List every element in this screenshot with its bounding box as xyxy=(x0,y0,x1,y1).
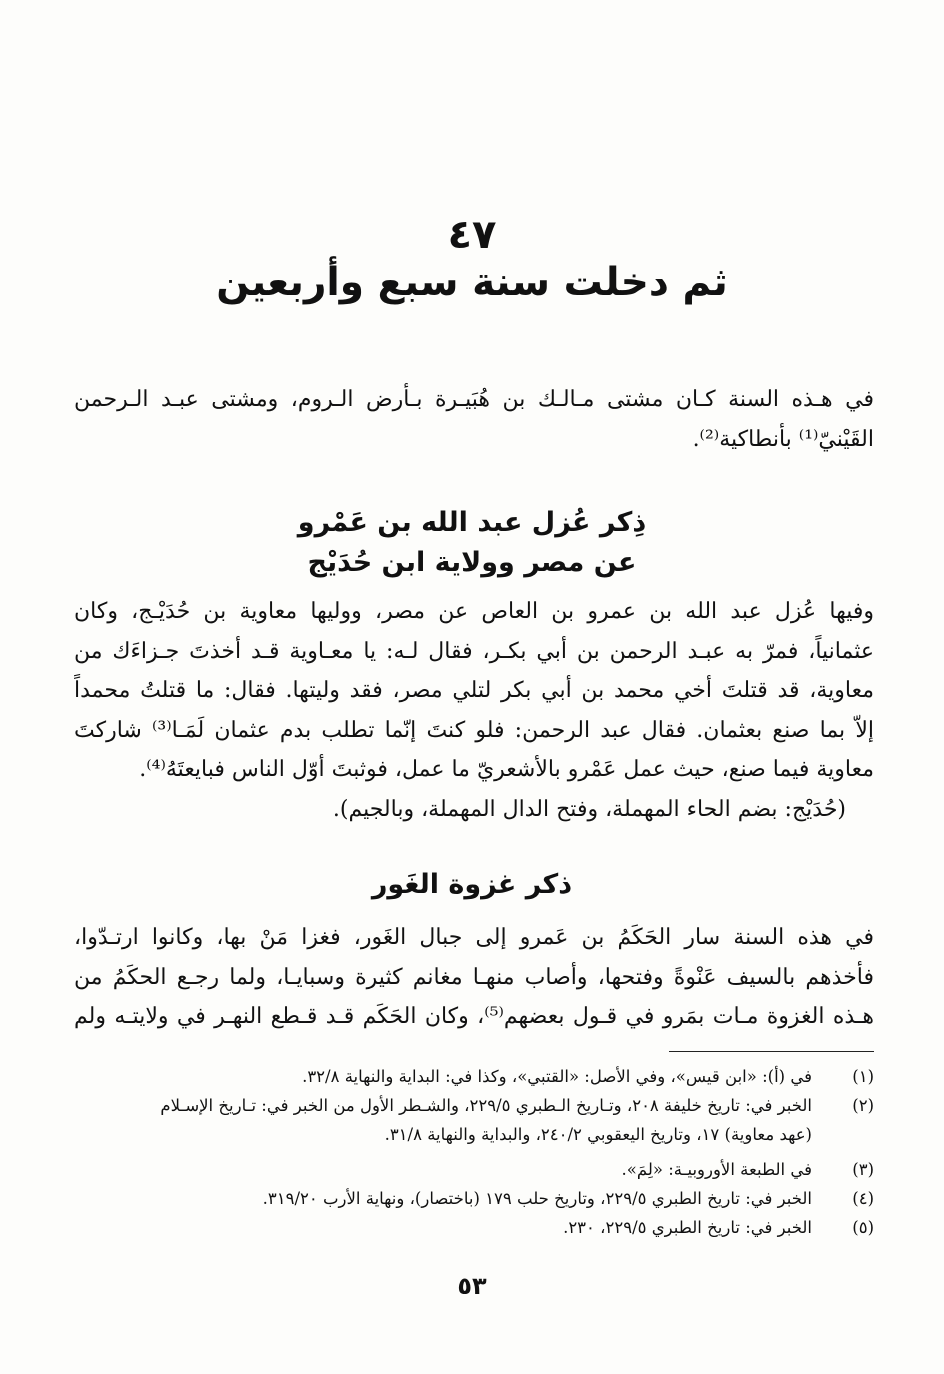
intro-line: في هـذه السنة كـان مشتى مـالـك بن هُبَيـرة بـأرض الـروم، ومشتى عبـد الـرحمن xyxy=(74,387,874,412)
section1-heading-line2: عن مصر وولاية ابن حُدَيْج xyxy=(307,547,637,578)
footnote-text: في الطبعة الأوروبيـة: «لِمَ». xyxy=(621,1160,812,1179)
footnote-separator xyxy=(669,1051,874,1052)
footnotes xyxy=(74,1062,874,1242)
footnote-2 xyxy=(74,1091,874,1120)
footnote-text: الخبر في: تاريخ الطبري ٢٢٩/٥، وتاريخ حلب ١٧٩ (باختصار)، ونهاية الأرب ٣١٩/٢٠. xyxy=(262,1189,812,1208)
section1-line: (حُدَيْج: بضم الحاء المهملة، وفتح الدال المهملة، وبالجيم). xyxy=(332,796,846,822)
section1-line: معاوية فيما صنع، حيث عمل عَمْرو بالأشعريّ ما عمل، فوثبتَ أوّل الناس فبايعتَهُ⁽⁴⁾. xyxy=(139,757,874,782)
footnote-number: (٥) xyxy=(852,1218,874,1237)
intro-paragraph xyxy=(74,380,874,459)
footnote-number: (٣) xyxy=(852,1160,874,1179)
section1-paragraph xyxy=(74,592,874,829)
footnote-text: الخبر في: تاريخ خليفة ٢٠٨، وتـاريخ الـطبري ٢٢٩/٥، والشـطر الأول من الخبر في: تـاريخ الإسـلام xyxy=(160,1096,812,1115)
footnote-text: في (أ): «ابن قيس»، وفي الأصل: «القتبي»، وكذا في: البداية والنهاية ٣٢/٨. xyxy=(302,1067,812,1086)
section1-line: معاوية، قد قتلتَ أخي محمد بن أبي بكر لتلي مصر، فقد وليتها. فقال: ما قتلتُ محمداً xyxy=(74,678,874,703)
footnote-3 xyxy=(74,1155,874,1184)
section2-line: فأخذهم بالسيف عَنْوةً وفتحها، وأصاب منهـا مغانم كثيرة وسبايـا، ولما رجـع الحكَمُ من xyxy=(74,964,874,990)
section1-heading-line1: ذِكر عُزل عبد الله بن عَمْرو xyxy=(297,507,647,538)
footnote-number: (٢) xyxy=(852,1096,874,1115)
section2-paragraph xyxy=(74,918,874,1037)
page-number: ٥٣ xyxy=(457,1272,487,1300)
footnote-1 xyxy=(74,1062,874,1091)
section1-line: عثمانياً، فمرّ به عبـد الرحمن بن أبي بكـر، فقال لـه: يا معـاوية قـد أخذتَ جـزاءَك من xyxy=(74,638,874,664)
chapter-number: ٤٧ xyxy=(447,212,497,258)
footnote-text: الخبر في: تاريخ الطبري ٢٢٩/٥، ٢٣٠. xyxy=(563,1218,812,1237)
section2-heading: ذكر غزوة الغَور xyxy=(371,869,573,900)
section1-line: وفيها عُزل عبد الله بن عمرو بن العاص عن مصر، ووليها معاوية بن حُدَيْـج، وكان xyxy=(74,599,874,624)
intro-line: القَيْنيّ⁽¹⁾ بأنطاكية⁽²⁾. xyxy=(692,426,874,452)
footnote-5 xyxy=(74,1213,874,1242)
footnote-4 xyxy=(74,1184,874,1213)
section2-line: في هذه السنة سار الحَكَمُ بن عَمرو إلى جبال الغَور، فغزا مَنْ بها، وكانوا ارتـدّوا، xyxy=(74,925,874,950)
section1-line: إلاّ بما صنع بعثمان. فقال عبد الرحمن: فلو كنتَ إنّما تطلب بدم عثمان لَمَـا⁽³⁾ شاركتَ xyxy=(74,717,874,743)
section2-line: هـذه الغزوة مـات بمَرو في قـول بعضهم⁽⁵⁾، وكان الحَكَم قـد قـطع النهـر في ولايتـه ولم xyxy=(74,1004,874,1029)
footnote-number: (١) xyxy=(852,1067,874,1086)
footnote-number: (٤) xyxy=(852,1189,874,1208)
chapter-title: ثم دخلت سنة سبع وأربعين xyxy=(216,260,728,305)
footnote-text-continuation: (عهد معاوية) ١٧، وتاريخ اليعقوبي ٢٤٠/٢، والبداية والنهاية ٣١/٨. xyxy=(384,1125,812,1144)
